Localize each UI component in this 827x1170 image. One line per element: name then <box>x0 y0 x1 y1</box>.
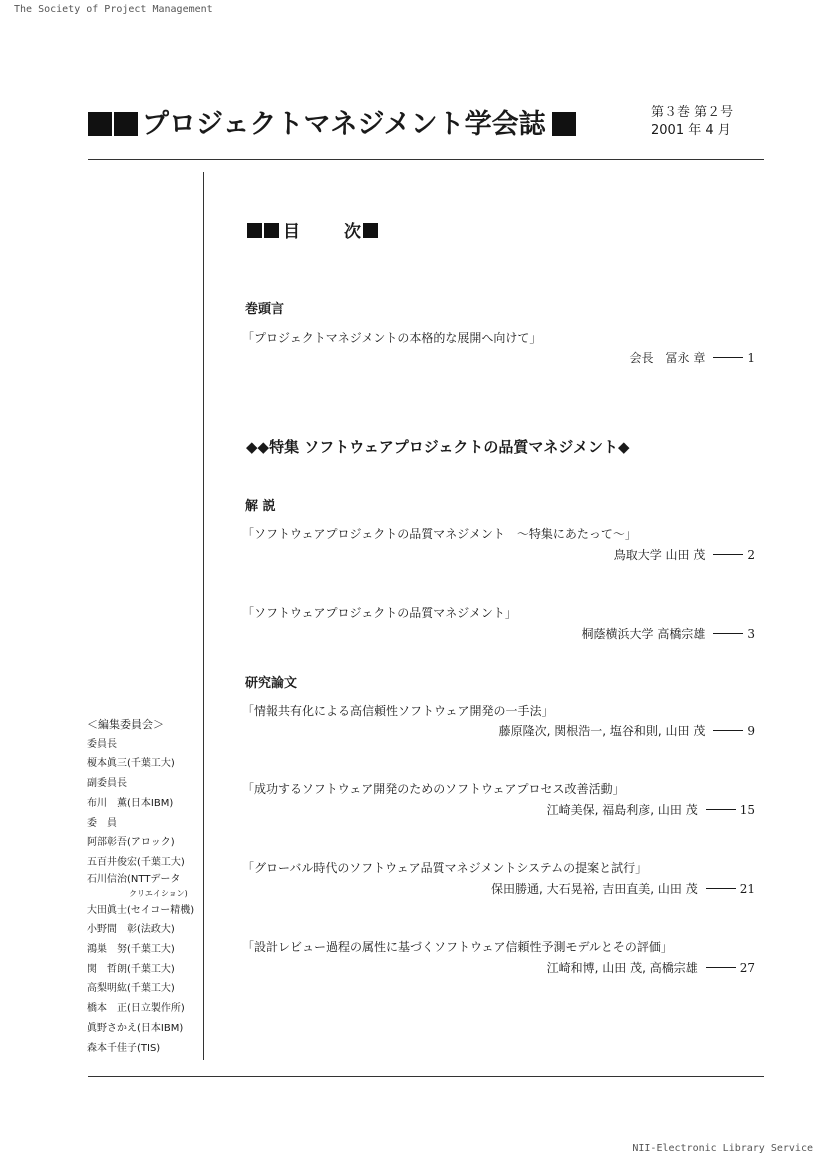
editorial-member-affiliation: クリエイション) <box>129 888 188 898</box>
black-square-icon <box>264 223 279 238</box>
section-preface: 巻頭言 <box>245 302 285 317</box>
toc-entry-author <box>491 880 755 897</box>
toc-entry-author-text: 桐蔭横浜大学 高橋宗雄 <box>581 627 706 641</box>
leader-dash <box>713 730 743 731</box>
toc-entry-page: 21 <box>739 882 755 896</box>
editorial-member: 小野間 彰(法政大) <box>87 924 175 936</box>
society-caption: The Society of Project Management <box>14 4 213 15</box>
black-square-icon <box>363 223 378 238</box>
bottom-rule <box>88 1076 764 1077</box>
editorial-member: 五百井俊宏(千葉工大) <box>87 856 185 868</box>
journal-date: 2001 年 4 月 <box>651 123 731 138</box>
leader-dash <box>706 888 736 889</box>
toc-entry-title: 「ソフトウェアプロジェクトの品質マネジメント」 <box>242 606 517 620</box>
editorial-member: 鴻巣 努(千葉工大) <box>87 944 175 956</box>
editorial-member: 橋本 正(日立製作所) <box>87 1003 185 1015</box>
toc-entry-author <box>499 722 755 739</box>
black-square-icon <box>88 112 112 136</box>
toc-entry-author-text: 会長 冨永 章 <box>629 351 706 365</box>
black-square-icon <box>247 223 262 238</box>
black-square-icon <box>552 112 576 136</box>
toc-entry-page: 27 <box>739 961 755 975</box>
section-commentary: 解 説 <box>245 499 276 514</box>
toc-entry-title: 「成功するソフトウェア開発のためのソフトウェアプロセス改善活動」 <box>242 782 625 796</box>
toc-entry-author <box>547 801 755 818</box>
toc-entry-page: 2 <box>747 548 755 562</box>
journal-volume: 第３巻 第２号 <box>651 105 734 120</box>
toc-entry-title: 「情報共有化による高信頼性ソフトウェア開発の一手法」 <box>242 704 554 718</box>
toc-entry-author-text: 江崎美保, 福島利彦, 山田 茂 <box>546 803 698 817</box>
editorial-committee <box>87 715 194 1058</box>
editorial-member: 阿部彰吾(アロック) <box>87 837 175 849</box>
toc-entry-title: 「ソフトウェアプロジェクトの品質マネジメント ～特集にあたって～」 <box>242 527 637 541</box>
editorial-member: 石川信治(NTTデータ <box>87 873 181 885</box>
toc-entry-author <box>582 625 755 642</box>
editorial-member: 副委員長 <box>87 778 127 790</box>
leader-dash <box>713 633 743 634</box>
editorial-member: 布川 薫(日本IBM) <box>87 797 174 809</box>
toc-entry-page: 15 <box>739 803 755 817</box>
editorial-member: 高梨明紘(千葉工大) <box>87 983 175 995</box>
editorial-member: 大田眞士(セイコー精機) <box>87 904 195 916</box>
journal-title <box>88 102 576 141</box>
toc-entry-author <box>614 546 755 563</box>
leader-dash <box>706 967 736 968</box>
toc-entry-title: 「設計レビュー過程の属性に基づくソフトウェア信頼性予測モデルとその評価」 <box>242 940 673 954</box>
editorial-member: 関 哲朗(千葉工大) <box>87 963 175 975</box>
toc-entry-page: 1 <box>747 351 755 365</box>
toc-heading-right: 次 <box>344 222 361 242</box>
editorial-member: 森本千佳子(TIS) <box>87 1042 161 1054</box>
editorial-member: 榎本眞三(千葉工大) <box>87 758 175 770</box>
toc-heading-left: 目 <box>283 222 300 242</box>
leader-dash <box>706 809 736 810</box>
toc-entry-author-text: 藤原隆次, 関根浩一, 塩谷和則, 山田 茂 <box>498 724 706 738</box>
journal-title-text: プロジェクトマネジメント学会誌 <box>142 109 546 140</box>
editorial-heading: ＜編集委員会＞ <box>87 718 164 731</box>
toc-entry-title: 「グローバル時代のソフトウェア品質マネジメントシステムの提案と試行」 <box>242 861 648 875</box>
top-rule <box>88 159 764 160</box>
editorial-member: 眞野さかえ(日本IBM) <box>87 1022 184 1034</box>
toc-entry-author-text: 江崎和博, 山田 茂, 高橋宗雄 <box>546 961 698 975</box>
toc-entry-author <box>630 349 755 366</box>
toc-entry-author-text: 保田勝通, 大石晃裕, 吉田直美, 山田 茂 <box>491 882 698 896</box>
editorial-member: 委 員 <box>87 817 117 829</box>
library-caption: NII-Electronic Library Service <box>632 1143 813 1154</box>
toc-entry-author-text: 鳥取大学 山田 茂 <box>613 548 706 562</box>
toc-heading <box>247 217 378 242</box>
section-papers: 研究論文 <box>245 676 298 691</box>
toc-entry-page: 9 <box>747 724 755 738</box>
leader-dash <box>713 357 743 358</box>
toc-entry-title: 「プロジェクトマネジメントの本格的な展開へ向けて」 <box>242 331 542 345</box>
black-square-icon <box>114 112 138 136</box>
leader-dash <box>713 554 743 555</box>
section-feature: ◆◆特集 ソフトウェアプロジェクトの品質マネジメント◆ <box>246 438 630 456</box>
editorial-member: 委員長 <box>87 738 117 750</box>
toc-entry-author <box>547 959 755 976</box>
toc-entry-page: 3 <box>747 627 755 641</box>
column-divider <box>203 172 204 1060</box>
